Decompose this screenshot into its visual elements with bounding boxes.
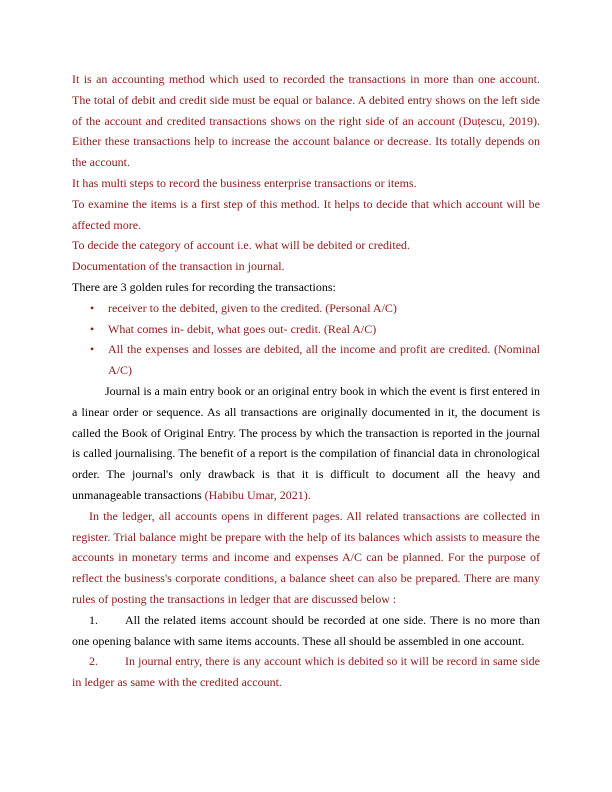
list-item: • All the expenses and losses are debited, all the income and profit are credited. (Nominal A/C) — [72, 339, 540, 381]
list-item: • receiver to the debited, given to the credited. (Personal A/C) — [72, 298, 540, 319]
golden-rules-list — [72, 298, 540, 381]
item-number: 2. — [89, 654, 98, 669]
bullet-icon: • — [90, 321, 95, 336]
paragraph-documentation: Documentation of the transaction in journal. — [72, 259, 285, 274]
bullet-icon: • — [90, 342, 95, 357]
paragraph-decide-category: To decide the category of account i.e. what will be debited or credited. — [72, 238, 411, 253]
numbered-item-1: 1. All the related items account should be recorded at one side. There is no more than one opening balance with same items accounts. These all should be assembled in one account. — [72, 610, 540, 652]
bullet-icon: • — [90, 300, 95, 315]
paragraph-examine-items: To examine the items is a first step of this method. It helps to decide that which account will be affected more. — [72, 196, 540, 232]
paragraph-double-entry: It is an accounting method which used to recorded the transactions in more than one account. The total of debit and credit side must be equal or balance. A debited entry shows on the left side of the account and credited transactions shows on the right side of an account (Duțescu, 2019). Either these transactions help to increase the account balance or decrease. Its totally depends on the account. — [72, 72, 540, 170]
item-number: 1. — [89, 612, 98, 627]
paragraph-journal: Journal is a main entry book or an original entry book in which the event is first entered in a linear order or sequence. As all transactions are originally documented in it, the document is called the Book of Original Entry. The process by which the transaction is reported in the journal is called journalising. The benefit of a report is the compilation of financial data in chronological order. The journal's only drawback is that it is difficult to document all the heavy and unmanageable transactions (Habibu Umar, 2021). — [72, 383, 540, 502]
citation: (Habibu Umar, 2021). — [201, 487, 311, 502]
paragraph-ledger: In the ledger, all accounts opens in different pages. All related transactions are collected in register. Trial balance might be prepare with the help of its balances which assists to measure the accounts in monetary terms and income and expenses A/C can be planned. For the purpose of reflect the business's corporate conditions, a balance sheet can also be prepared. There are many rules of posting the transactions in ledger that are discussed below : — [72, 508, 540, 606]
document-page — [72, 69, 540, 693]
paragraph-golden-rules-intro: There are 3 golden rules for recording the transactions: — [72, 279, 336, 294]
paragraph-multi-steps: It has multi steps to record the business enterprise transactions or items. — [72, 175, 417, 190]
numbered-item-2: 2. In journal entry, there is any account which is debited so it will be record in same side in ledger as same with the credited account. — [72, 651, 540, 693]
list-item: • What comes in- debit, what goes out- credit. (Real A/C) — [72, 319, 540, 340]
